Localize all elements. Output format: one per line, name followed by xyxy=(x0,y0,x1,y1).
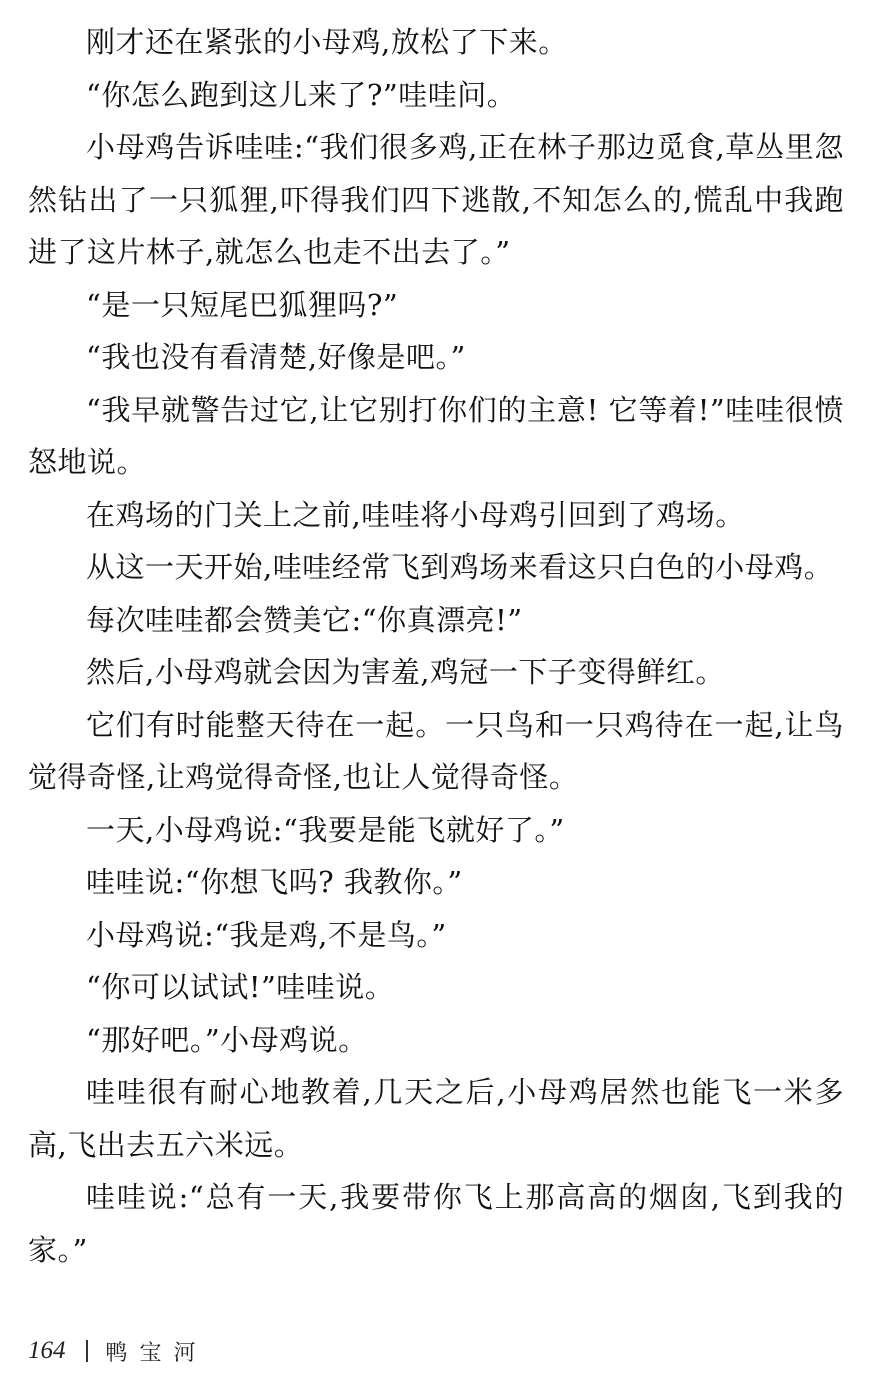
paragraph: 从这一天开始,哇哇经常飞到鸡场来看这只白色的小母鸡。 xyxy=(86,550,834,584)
paragraph: 然后,小母鸡就会因为害羞,鸡冠一下子变得鲜红。 xyxy=(86,655,725,689)
paragraph: “我早就警告过它,让它别打你们的主意! 它等着!”哇哇很愤怒地说。 xyxy=(28,392,844,479)
paragraph: 刚才还在紧张的小母鸡,放松了下来。 xyxy=(86,25,568,59)
body-text xyxy=(28,16,844,1276)
paragraph: 小母鸡告诉哇哇:“我们很多鸡,正在林子那边觅食,草丛里忽然钻出了一只狐狸,吓得我们四下逃散,不知怎么的,慌乱中我跑进了这片林子,就怎么也走不出去了。” xyxy=(28,130,844,269)
paragraph: 哇哇说:“你想飞吗? 我教你。” xyxy=(86,865,463,899)
paragraph: 每次哇哇都会赞美它:“你真漂亮!” xyxy=(86,602,523,637)
paragraph: 一天,小母鸡说:“我要是能飞就好了。” xyxy=(86,812,565,847)
page-footer xyxy=(28,1331,208,1371)
paragraph: 哇哇说:“总有一天,我要带你飞上那高高的烟囱,飞到我的家。” xyxy=(28,1180,844,1267)
page-number: 164 xyxy=(28,1337,66,1364)
paragraph: “你怎么跑到这儿来了?”哇哇问。 xyxy=(86,77,517,112)
footer-divider xyxy=(86,1340,88,1362)
paragraph: 它们有时能整天待在一起。一只鸟和一只鸡待在一起,让鸟觉得奇怪,让鸡觉得奇怪,也让人觉得奇怪。 xyxy=(28,707,844,794)
paragraph: “那好吧。”小母鸡说。 xyxy=(86,1022,368,1057)
paragraph: 哇哇很有耐心地教着,几天之后,小母鸡居然也能飞一米多高,飞出去五六米远。 xyxy=(28,1075,844,1162)
book-title: 鸭宝河 xyxy=(105,1340,208,1366)
paragraph: 小母鸡说:“我是鸡,不是鸟。” xyxy=(86,917,447,952)
paragraph: 在鸡场的门关上之前,哇哇将小母鸡引回到了鸡场。 xyxy=(86,497,745,532)
paragraph: “我也没有看清楚,好像是吧。” xyxy=(86,340,466,374)
paragraph: “是一只短尾巴狐狸吗?” xyxy=(86,287,399,322)
paragraph: “你可以试试!”哇哇说。 xyxy=(86,970,395,1004)
